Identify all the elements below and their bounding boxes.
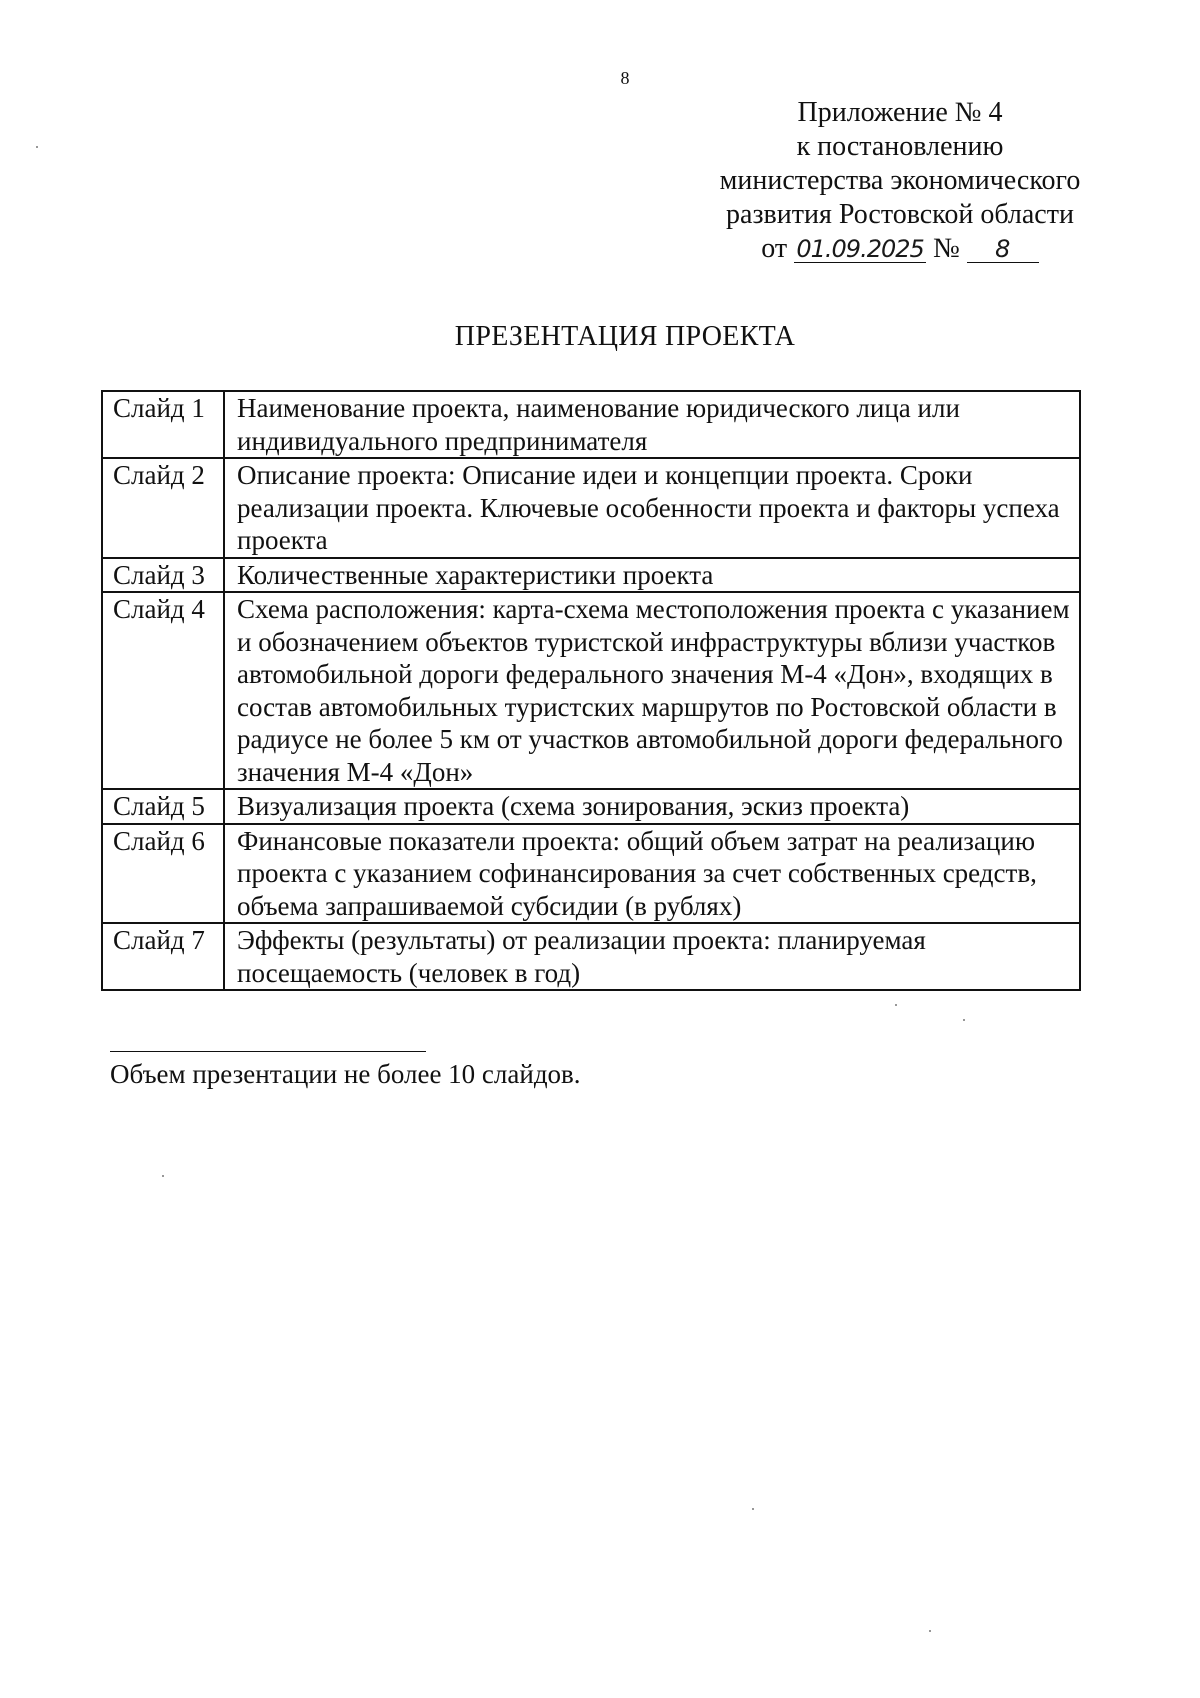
slide-label: Слайд 7 bbox=[102, 923, 224, 990]
number-prefix: № bbox=[933, 233, 960, 264]
slide-description: Эффекты (результаты) от реализации проекта: планируемая посещаемость (человек в год) bbox=[224, 923, 1080, 990]
slides-table bbox=[101, 390, 1081, 991]
slide-description: Схема расположения: карта-схема местоположения проекта с указанием и обозначением объектов туристской инфраструктуры вблизи участков автомобильной дороги федерального значения М-4 «Дон», входящих в состав автомобильных туристских маршрутов по Ростовской области в радиусе не более 5 км от участков автомобильной дороги федерального значения М-4 «Дон» bbox=[224, 592, 1080, 789]
table-row bbox=[102, 391, 1080, 458]
slide-description: Визуализация проекта (схема зонирования, эскиз проекта) bbox=[224, 789, 1080, 824]
scan-speck bbox=[36, 146, 38, 148]
slide-label: Слайд 3 bbox=[102, 558, 224, 593]
date-prefix: от bbox=[761, 233, 788, 264]
scan-speck bbox=[929, 1630, 931, 1632]
slide-label: Слайд 2 bbox=[102, 458, 224, 558]
table-row bbox=[102, 824, 1080, 924]
slide-label: Слайд 4 bbox=[102, 592, 224, 789]
footnote-text: Объем презентации не более 10 слайдов. bbox=[110, 1059, 581, 1089]
slide-description: Описание проекта: Описание идеи и концепции проекта. Сроки реализации проекта. Ключевые особенности проекта и факторы успеха проекта bbox=[224, 458, 1080, 558]
table-row bbox=[102, 558, 1080, 593]
scan-speck bbox=[963, 1019, 965, 1021]
handwritten-date: 01.09.2025 bbox=[794, 236, 926, 263]
table-row bbox=[102, 458, 1080, 558]
scan-speck bbox=[752, 1508, 754, 1510]
scan-speck bbox=[895, 1004, 897, 1006]
footnote-divider bbox=[110, 1051, 426, 1052]
document-title: ПРЕЗЕНТАЦИЯ ПРОЕКТА bbox=[454, 321, 796, 352]
page-number: 8 bbox=[620, 68, 630, 88]
appendix-line: к постановлению bbox=[796, 131, 1004, 162]
appendix-line: Приложение № 4 bbox=[797, 97, 1003, 128]
slide-description: Финансовые показатели проекта: общий объем затрат на реализацию проекта с указанием софинансирования за счет собственных средств, объема запрашиваемой субсидии (в рублях) bbox=[224, 824, 1080, 924]
scan-speck bbox=[162, 1175, 164, 1177]
appendix-date-line bbox=[690, 232, 1110, 266]
slide-description: Наименование проекта, наименование юридического лица или индивидуального предпринимателя bbox=[224, 391, 1080, 458]
appendix-line: развития Ростовской области bbox=[726, 199, 1074, 230]
slide-label: Слайд 1 bbox=[102, 391, 224, 458]
slide-label: Слайд 6 bbox=[102, 824, 224, 924]
slide-description: Количественные характеристики проекта bbox=[224, 558, 1080, 593]
appendix-header bbox=[690, 96, 1110, 266]
slide-label: Слайд 5 bbox=[102, 789, 224, 824]
table-row bbox=[102, 789, 1080, 824]
handwritten-number: 8 bbox=[967, 236, 1039, 263]
table-row bbox=[102, 923, 1080, 990]
appendix-line: министерства экономического bbox=[719, 165, 1081, 196]
table-row bbox=[102, 592, 1080, 789]
